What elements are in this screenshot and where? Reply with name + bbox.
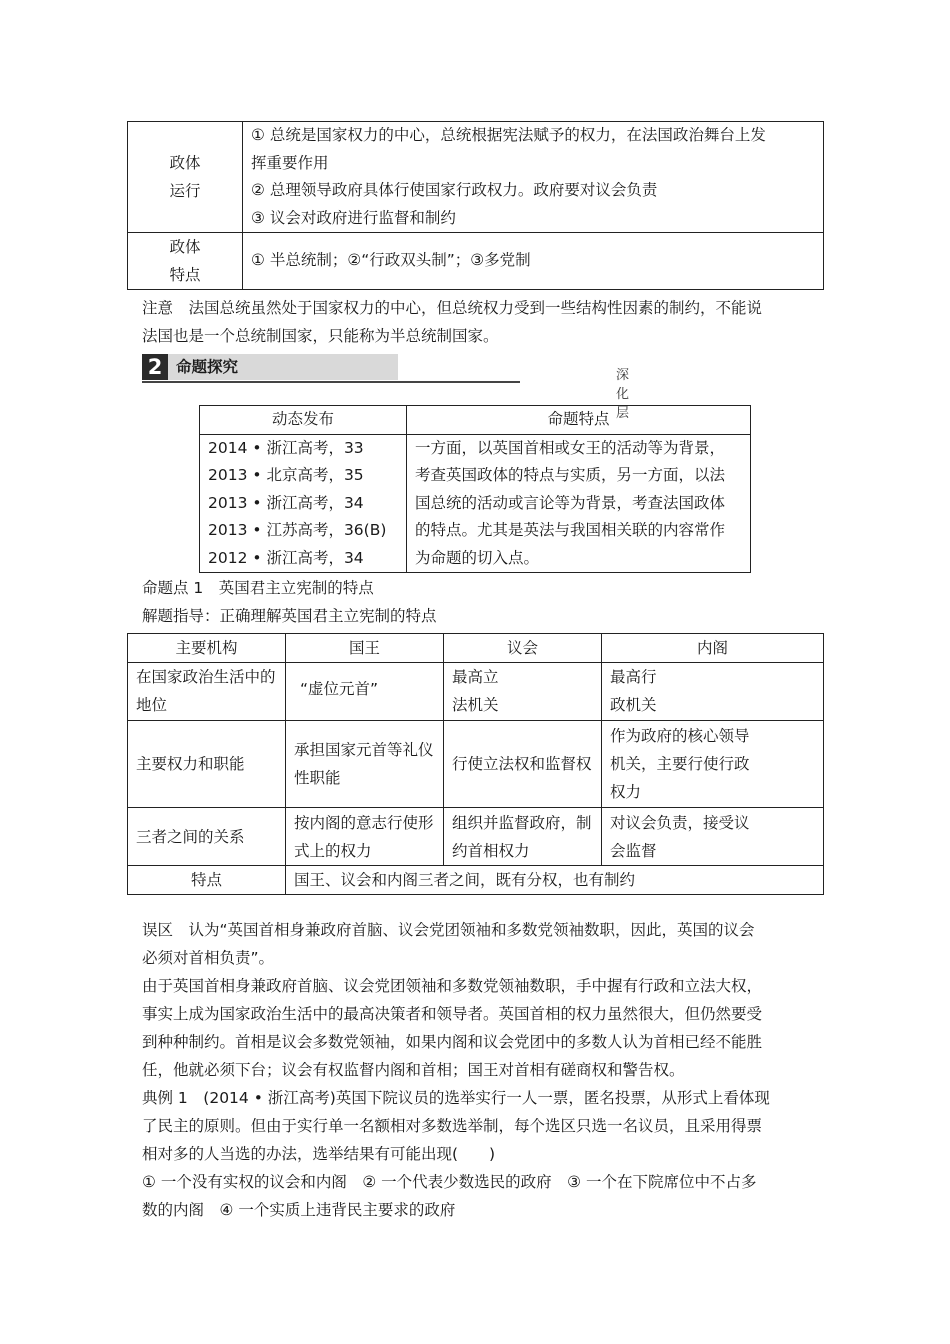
row-label-operation: 政体 运行 — [128, 122, 243, 233]
row-label-status: 在国家政治生活中的 地位 — [128, 663, 286, 721]
table-row — [200, 434, 751, 573]
france-system-table — [127, 121, 824, 290]
table-row — [128, 122, 824, 233]
feature-label: 特点 — [128, 866, 286, 895]
exam-dynamics-table — [199, 405, 751, 573]
parliament-status: 最高立 法机关 — [444, 663, 602, 721]
point-guide: 解题指导：正确理解英国君主立宪制的特点 — [142, 607, 437, 625]
cabinet-status: 最高行 政机关 — [602, 663, 824, 721]
section-number: 2 — [142, 354, 168, 380]
table-row — [128, 721, 824, 808]
header-king: 国王 — [286, 634, 444, 663]
parliament-relations: 组织并监督政府，制 约首相权力 — [444, 808, 602, 866]
feature-text: 国王、议会和内阁三者之间，既有分权，也有制约 — [286, 866, 824, 895]
table-row — [128, 663, 824, 721]
row-label-powers: 主要权力和职能 — [128, 721, 286, 808]
exam-sources: 2014 • 浙江高考，33 2013 • 北京高考，35 2013 • 浙江高考，34 2013 • 江苏高考，36(B) 2012 • 浙江高考，34 — [200, 434, 407, 573]
header-parliament: 议会 — [444, 634, 602, 663]
note-paragraph: 注意 法国总统虽然处于国家权力的中心，但总统权力受到一些结构性因素的制约，不能说 法国也是一个总统制国家，只能称为半总统制国家。 — [142, 299, 763, 345]
banner-divider — [142, 381, 520, 383]
header-cabinet: 内阁 — [602, 634, 824, 663]
table-row — [128, 866, 824, 895]
body-text: 误区 认为“英国首相身兼政府首脑、议会党团领袖和多数党领袖数职，因此，英国的议会 必须对首相负责”。 由于英国首相身兼政府首脑、议会党团领袖和多数党领袖数职，手中握有行政和立法大权， 事实上成为国家政治生活中的最高决策者和领导者。英国首相的权力虽然很大，但仍然要受 到种种制约。首相是议会多数党领袖，如果内阁和议会党团中的多数人认为首相已经不能胜 任，他就必须下台；议会有权监督内阁和首相；国王对首相有磋商权和警告权。 典例 1 (2014 • 浙江高考)英国下院议员的选举实行一人一票，匿名投票，从形式上看体现 了民主的原则。但由于实行单一名额相对多数选举制，每个选区只选一名议员，且采用得票 相对多的人当选的办法，选举结果有可能出现( ) ① 一个没有实权的议会和内阁 ② 一个代表少数选民的政府 ③ 一个在下院席位中不占多 数的内阁 ④ 一个实质上违背民主要求的政府 — [142, 921, 770, 1219]
question-features: 一方面，以英国首相或女王的活动等为背景， 考查英国政体的特点与实质，另一方面，以法 国总统的活动或言论等为背景，考查法国政体 的特点。尤其是英法与我国相关联的内容常作 为命题的切入点。 — [407, 434, 751, 573]
point-heading — [142, 574, 814, 630]
row-label-features: 政体 特点 — [128, 233, 243, 290]
section-subtitle: 深化层 — [616, 368, 630, 421]
king-relations: 按内阁的意志行使形 式上的权力 — [286, 808, 444, 866]
row-label-relations: 三者之间的关系 — [128, 808, 286, 866]
king-status: “虚位元首” — [286, 663, 444, 721]
point-title: 命题点 1 英国君主立宪制的特点 — [142, 579, 374, 597]
cabinet-relations: 对议会负责，接受议 会监督 — [602, 808, 824, 866]
operation-content: ① 总统是国家权力的中心，总统根据宪法赋予的权力，在法国政治舞台上发 挥重要作用 ② 总理领导政府具体行使国家行政权力。政府要对议会负责 ③ 议会对政府进行监督和制约 — [243, 122, 824, 233]
features-content: ① 半总统制；②“行政双头制”；③多党制 — [243, 233, 824, 290]
britain-monarchy-table — [127, 633, 824, 895]
section-title: 命题探究 — [168, 354, 398, 380]
table-header-row — [128, 634, 824, 663]
header-question-features: 命题特点 — [407, 406, 751, 435]
king-powers: 承担国家元首等礼仪 性职能 — [286, 721, 444, 808]
parliament-powers: 行使立法权和监督权 — [444, 721, 602, 808]
table-header-row — [200, 406, 751, 435]
header-institution: 主要机构 — [128, 634, 286, 663]
cabinet-powers: 作为政府的核心领导 机关，主要行使行政 权力 — [602, 721, 824, 808]
header-dynamic-release: 动态发布 — [200, 406, 407, 435]
table-row — [128, 808, 824, 866]
table-row — [128, 233, 824, 290]
